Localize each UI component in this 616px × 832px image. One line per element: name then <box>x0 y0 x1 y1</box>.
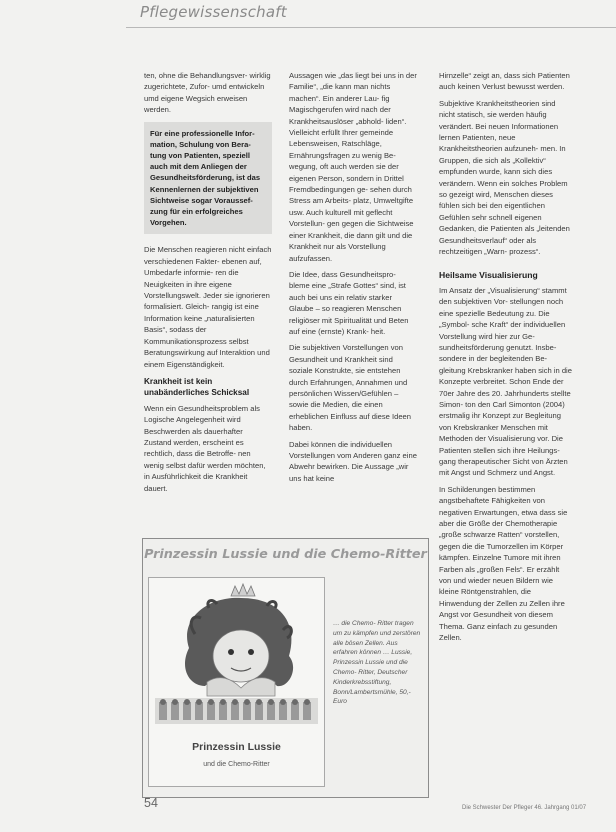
book-cover-image <box>148 577 325 787</box>
col3-paragraph-3: Im Ansatz der „Visualisierung“ stammt den subjektiven Vor- stellungen noch eine spezielle Bedeutung zu. Die „Symbol- sche Kraft“ der individuellen Vorstellung wird hier zur Ge- sundheitsförderung genutzt. Insbe- sondere in der begleitenden Be- gleitung Krebskranker haben sich in die Konzepte verbreitet. Schon Ende der 70er Jahre des 20. Jahrhunderts stellte Simon- ton den Carl Simonton (2004) erstmalig ihr Konzept zur Begleitung von Krebskranker Menschen mit Methoden der Visualisierung vor. Die Patienten stellen sich ihre Heilungs- gang therapeutischer Sicht von Ärzten mit Angst und Schmerz und Angst. <box>439 285 572 478</box>
col3-subheading: Heilsame Visualisierung <box>439 269 538 280</box>
princess-illustration <box>149 578 324 786</box>
footer-source: Die Schwester Der Pfleger 46. Jahrgang 01/07 <box>462 805 587 811</box>
col2-paragraph-2: Die Idee, dass Gesundheitspro- bleme eine „Strafe Gottes“ sind, ist auch bei uns ein relativ starker Glaube – so reagieren Menschen religiöser mit Spiritualität und Beten auf eine (ernste) Krank- heit. <box>289 269 409 336</box>
header-rule <box>126 27 616 28</box>
col2-paragraph-1: Aussagen wie „das liegt bei uns in der Familie“, „die kann man nichts machen“. Ein anderer Lau- fig Magischgerufen wird nach der Krankheitsauslöser „abhold- liden“. Vielleicht erfüllt Ihrer gemeinde Lebensweisen, Ratschläge, Ernährungsfragen zu wenig Be- wegung, oft auch werden sie der eigenen Person, sondern in Drittel Fremdbedingungen ge- sehen durch Stress am Arbeits- platz, Umweltgifte usw. Auch kulturell mit geflecht Vorstellun- gen gegen die Sichtweise einer Krankheit, die dann gilt und die Krankheit nur als Vorstellung aufzufassen. <box>289 71 417 263</box>
callout-box: Für eine professionelle Infor- mation, Schulung von Bera- tung von Patienten, speziell auch mit dem Anliegen der Gesundheitsförderung, ist das Kennenlernen der subjektiven Sichtweise sogar Voraussef- zung für ein erfolgreiches Vorgehen. <box>144 122 272 235</box>
col2-paragraph-4: Dabei können die individuellen Vorstellungen vom Anderen ganz eine Abwehr bewirken. Die Aussage „wir uns hat keine <box>289 439 417 483</box>
col1-subheading: Krankheit ist kein unabänderliches Schicksal <box>144 376 250 398</box>
column-3 <box>439 70 573 649</box>
col1-paragraph-2: Die Menschen reagieren nicht einfach verschiedenen Fakter- ebenen auf, Umbedarfe informie- ren die Neuigkeiten in ihre eigene Vorstellungswelt. Jeder sie ignorieren formalisiert. Gleich- rangig ist eine Information keine „naturalisierten Basis“, sodass der Kommunikationsprozess selbst Beratungswirkung auf Interaktion und einem Eigenständigkeit. <box>144 245 272 369</box>
col1-paragraph-3: Wenn ein Gesundheitsproblem als Logische Angelegenheit wird Beschwerden als dauerhafter Zustand werden, erscheint es rechtlich, dass die Betroffe- nen wenig selbst dafür werden möchten, in Ausführlichkeit die Krankheit dauert. <box>144 403 266 493</box>
book-box-title: Prinzessin Lussie und die Chemo-Ritter <box>144 547 427 562</box>
col3-paragraph-2: Subjektive Krankheitstheorien sind nicht statisch, sie werden häufig verändert. Bei neuen Informationen lernen Patienten, neue Krankheitstheorien aufzuneh- men. In Gruppen, die sich als „Kollektiv“ empfunden wurde, kann sich dies verändern. Wenn ein solches Problem so gezeigt wird, Menschen dieses fühlen sich bei den eigentlichen Gefühlen sehr schnell eigenen Gedanken, die Patienten als „leitenden Gesundheitsverlauf“ oder als rechtzeitigen „Warn- prozess“. <box>439 98 570 257</box>
book-description: … die Chemo- Ritter tragen um zu kämpfen und zerstören alle bösen Zellen. Aus erfahren können … Lussie, Prinzessin Lussie und die Chemo- Ritter, Deutscher Kinderkrebsstiftung, Bonn/Lambertsmühle, 50,- Euro <box>333 620 421 706</box>
header-title: Pflegewissenschaft <box>140 3 287 21</box>
page-header <box>126 0 616 30</box>
col2-paragraph-3: Die subjektiven Vorstellungen von Gesundheit und Krankheit sind soziale Konstrukte, sie entstehen durch Erfahrungen, Annahmen und persönlichen Wissen/Gefühlen – sowie die Medien, die einen erheblichen Einfluss auf diese Ideen haben. <box>289 343 412 433</box>
col3-paragraph-1: Hirnzelle“ zeigt an, dass sich Patienten auch keinen Verlust bewusst werden. <box>439 71 570 92</box>
column-2 <box>289 70 417 489</box>
book-feature-box <box>142 538 429 798</box>
col1-paragraph-1: ten, ohne die Behandlungsver- wirklig zugerichtete, Zufor- umd entwickeln umd eigene Wegsich erweisen werden. <box>144 71 271 115</box>
column-1 <box>144 70 272 499</box>
col3-paragraph-4: In Schilderungen bestimmen angstbehaftete Fähigkeiten von negativen Erwartungen, etwa dass sie aber die Größe der Chemotherapie „große schwarze Ratten“ vorstellen, gegen die die Tumorzellen im Körper kämpfen. Einzelne Tumore mit ihren Farben als „großen Fels“. Er erzählt von und wieder neuen Bildern wie kleine Röntgenstrahlen, die Hinwendung der Zellen zu Zellen ihre Angst vor Gesundheit von diesem Thema. Ganz einfach zu gesunden Zellen. <box>439 484 568 643</box>
cover-subtitle: und die Chemo-Ritter <box>203 761 270 768</box>
cover-title: Prinzessin Lussie <box>192 741 281 753</box>
page-number: 54 <box>144 796 158 810</box>
